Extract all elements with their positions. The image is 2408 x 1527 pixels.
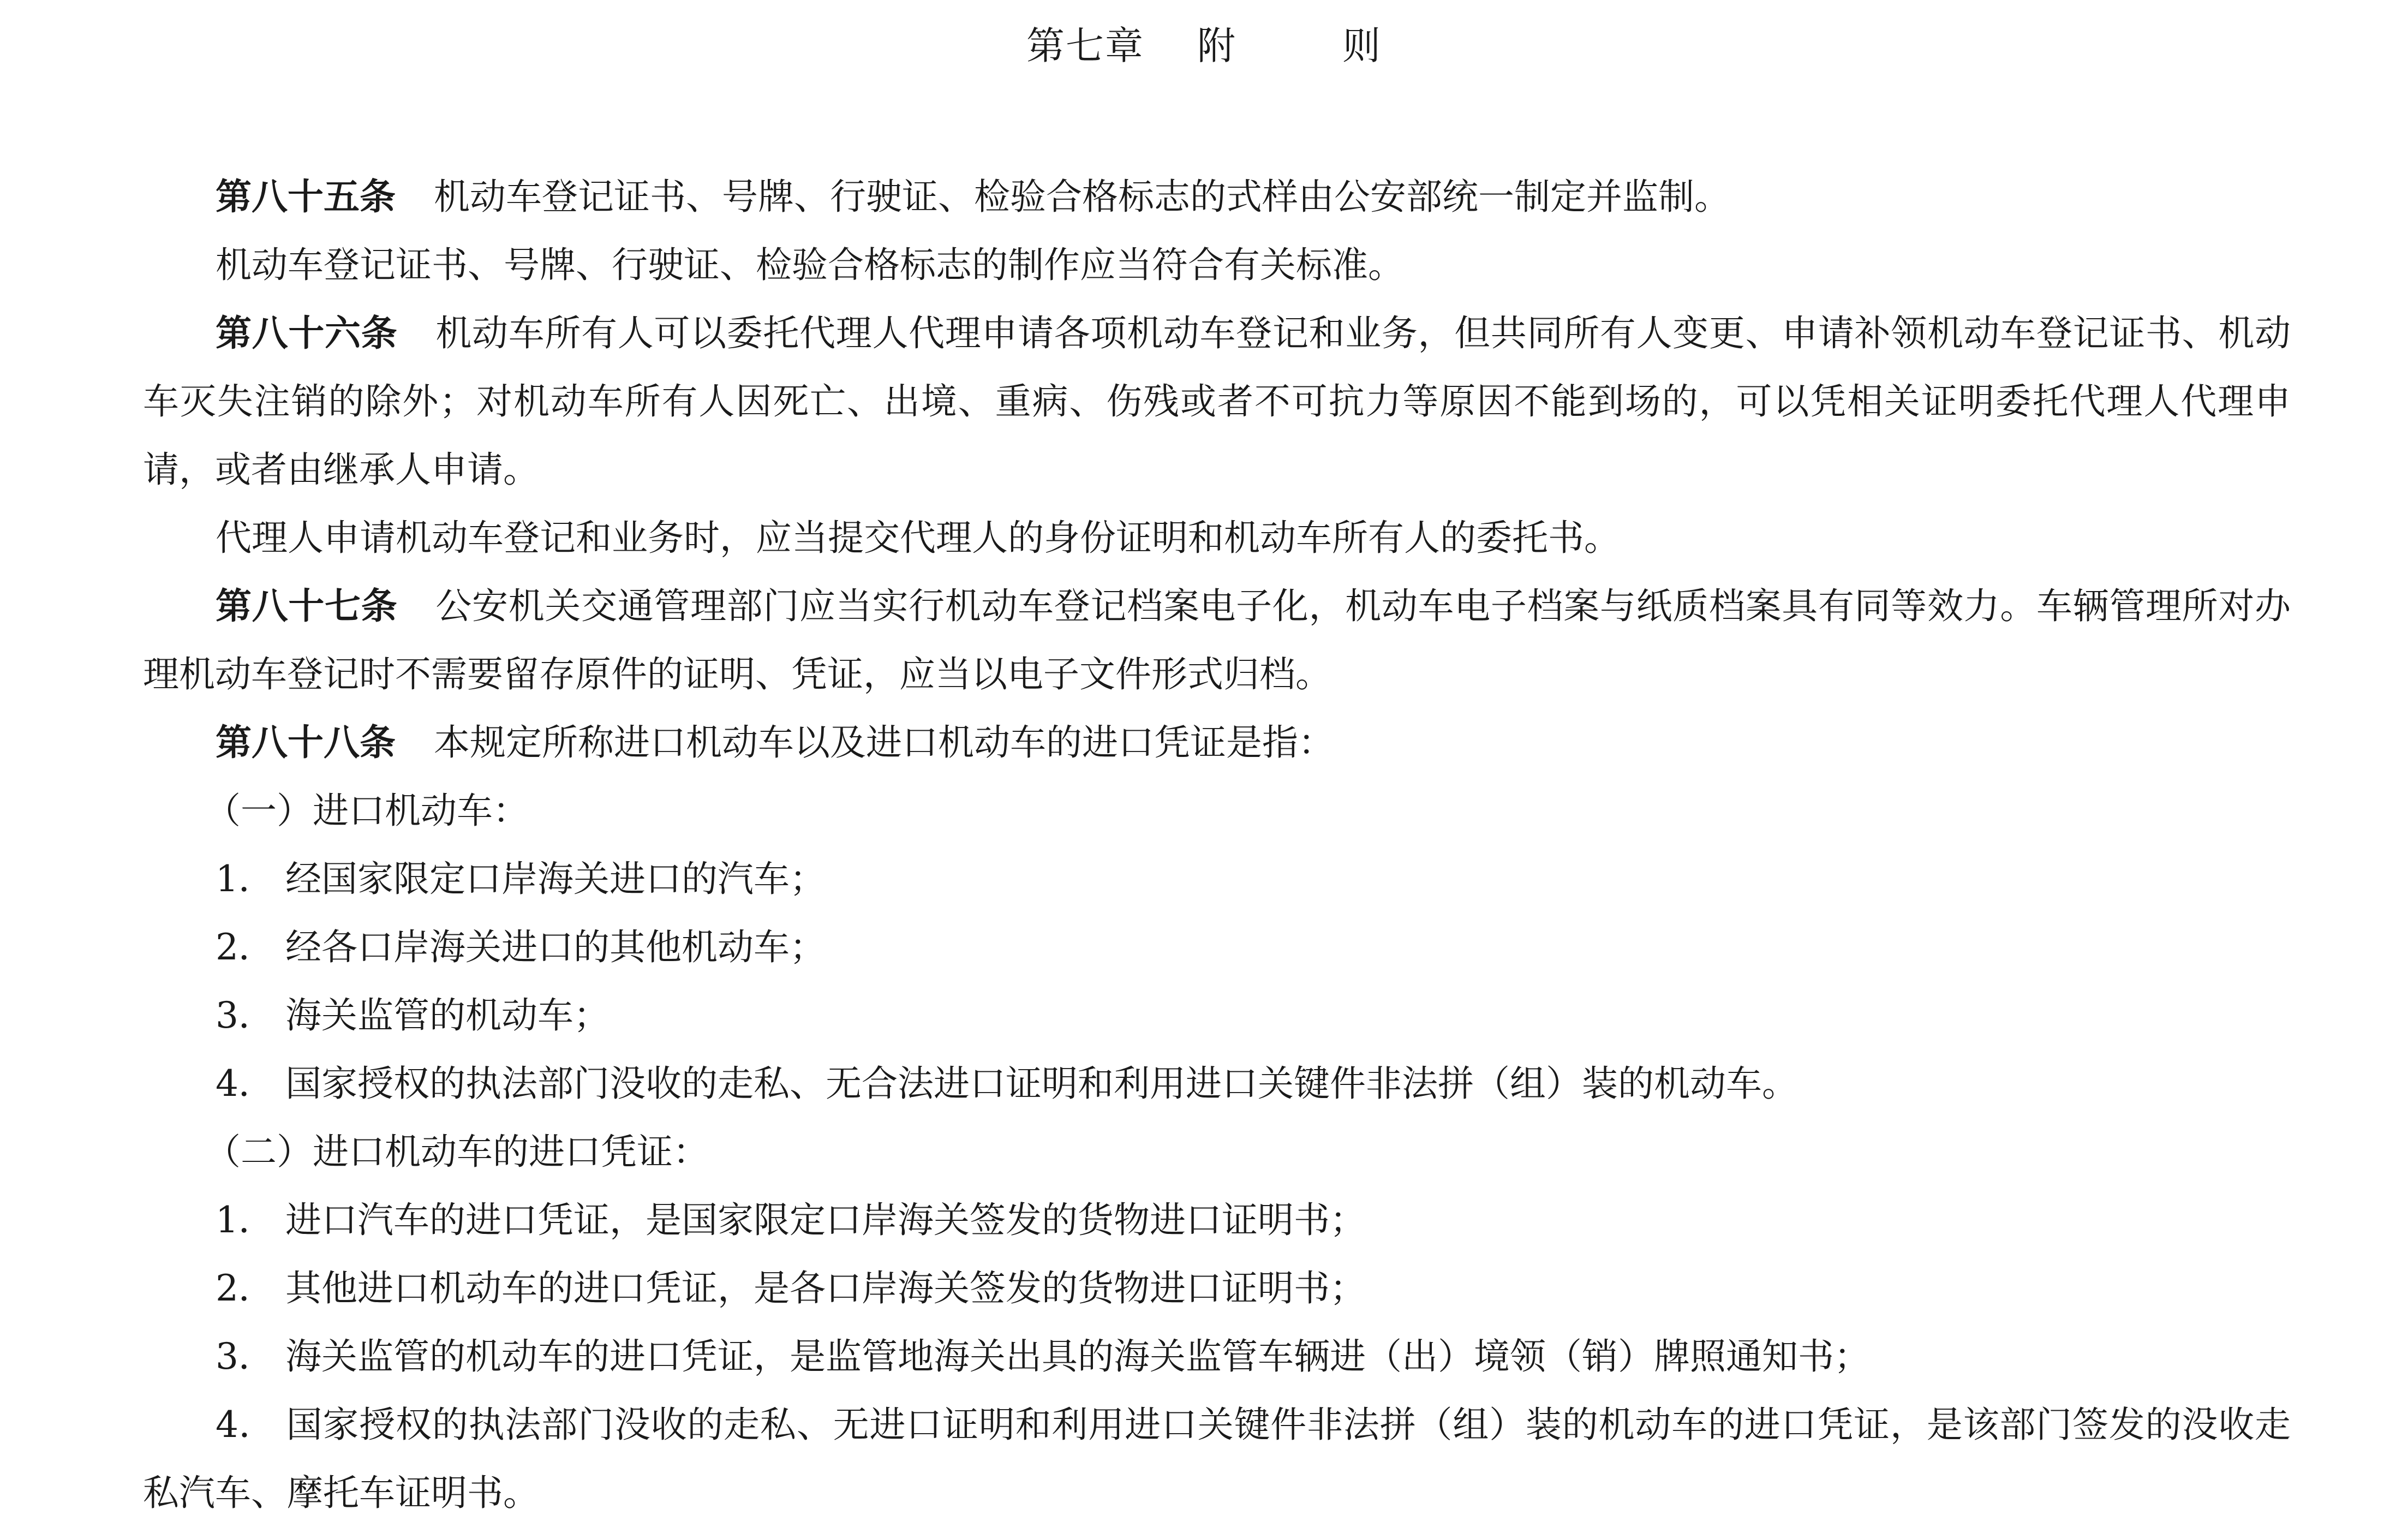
article-86 <box>143 299 2291 504</box>
article-85-paragraph-2 <box>143 231 2291 299</box>
article-number: 第八十八条 <box>216 721 396 764</box>
section-heading: （一）进口机动车： <box>205 790 529 832</box>
list-item <box>143 913 2291 981</box>
item-text: 国家授权的执法部门没收的走私、无进口证明和利用进口关键件非法拼（组）装的机动车的进口凭证，是该部门签发的没收走私汽车、摩托车证明书。 <box>143 1404 2291 1514</box>
article-86-paragraph-2 <box>143 504 2291 572</box>
item-text: 海关监管的机动车的进口凭证，是监管地海关出具的海关监管车辆进（出）境领（销）牌照通知书； <box>285 1335 1870 1377</box>
article-87 <box>143 572 2291 708</box>
item-text: 其他进口机动车的进口凭证，是各口岸海关签发的货物进口证明书； <box>285 1267 1366 1309</box>
article-text: 本规定所称进口机动车以及进口机动车的进口凭证是指： <box>434 721 1334 764</box>
article-number: 第八十六条 <box>216 312 398 354</box>
list-item <box>143 1322 2291 1391</box>
item-text: 进口汽车的进口凭证，是国家限定口岸海关签发的货物进口证明书； <box>285 1199 1366 1241</box>
item-number: 2． <box>216 1267 274 1309</box>
list-item <box>143 1049 2291 1118</box>
document-body <box>143 163 2291 1527</box>
article-number: 第八十五条 <box>216 175 396 218</box>
list-item <box>143 1391 2291 1527</box>
item-number: 4． <box>216 1404 276 1446</box>
article-text: 机动车登记证书、号牌、行驶证、检验合格标志的制作应当符合有关标准。 <box>216 244 1404 286</box>
item-number: 3． <box>216 1335 274 1377</box>
item-text: 海关监管的机动车； <box>285 994 610 1036</box>
section-heading-imported-vehicles <box>143 777 2291 845</box>
article-number: 第八十七条 <box>216 584 398 627</box>
article-text: 公安机关交通管理部门应当实行机动车登记档案电子化，机动车电子档案与纸质档案具有同等效力。车辆管理所对办理机动车登记时不需要留存原件的证明、凭证，应当以电子文件形式归档。 <box>143 585 2291 695</box>
article-85 <box>143 163 2291 231</box>
list-item <box>143 845 2291 913</box>
list-item <box>143 981 2291 1049</box>
item-number: 1． <box>216 1199 274 1241</box>
list-item <box>143 1254 2291 1322</box>
item-number: 1． <box>216 858 274 900</box>
section-heading-import-certificates <box>143 1118 2291 1186</box>
item-text: 经国家限定口岸海关进口的汽车； <box>285 858 826 900</box>
article-88 <box>143 708 2291 777</box>
section-heading: （二）进口机动车的进口凭证： <box>205 1131 709 1173</box>
article-text: 代理人申请机动车登记和业务时，应当提交代理人的身份证明和机动车所有人的委托书。 <box>216 517 1620 559</box>
article-text: 机动车所有人可以委托代理人代理申请各项机动车登记和业务，但共同所有人变更、申请补领机动车登记证书、机动车灭失注销的除外；对机动车所有人因死亡、出境、重病、伤残或者不可抗力等原因不能到场的，可以凭相关证明委托代理人代理申请，或者由继承人申请。 <box>143 312 2291 491</box>
item-number: 4． <box>216 1063 274 1105</box>
article-text: 机动车登记证书、号牌、行驶证、检验合格标志的式样由公安部统一制定并监制。 <box>434 176 1730 218</box>
item-number: 3． <box>216 994 274 1036</box>
item-text: 经各口岸海关进口的其他机动车； <box>285 926 826 968</box>
list-item <box>143 1186 2291 1254</box>
chapter-title: 第七章 附 则 <box>1026 23 1382 68</box>
item-number: 2． <box>216 926 274 968</box>
item-text: 国家授权的执法部门没收的走私、无合法进口证明和利用进口关键件非法拼（组）装的机动车。 <box>285 1063 1798 1105</box>
